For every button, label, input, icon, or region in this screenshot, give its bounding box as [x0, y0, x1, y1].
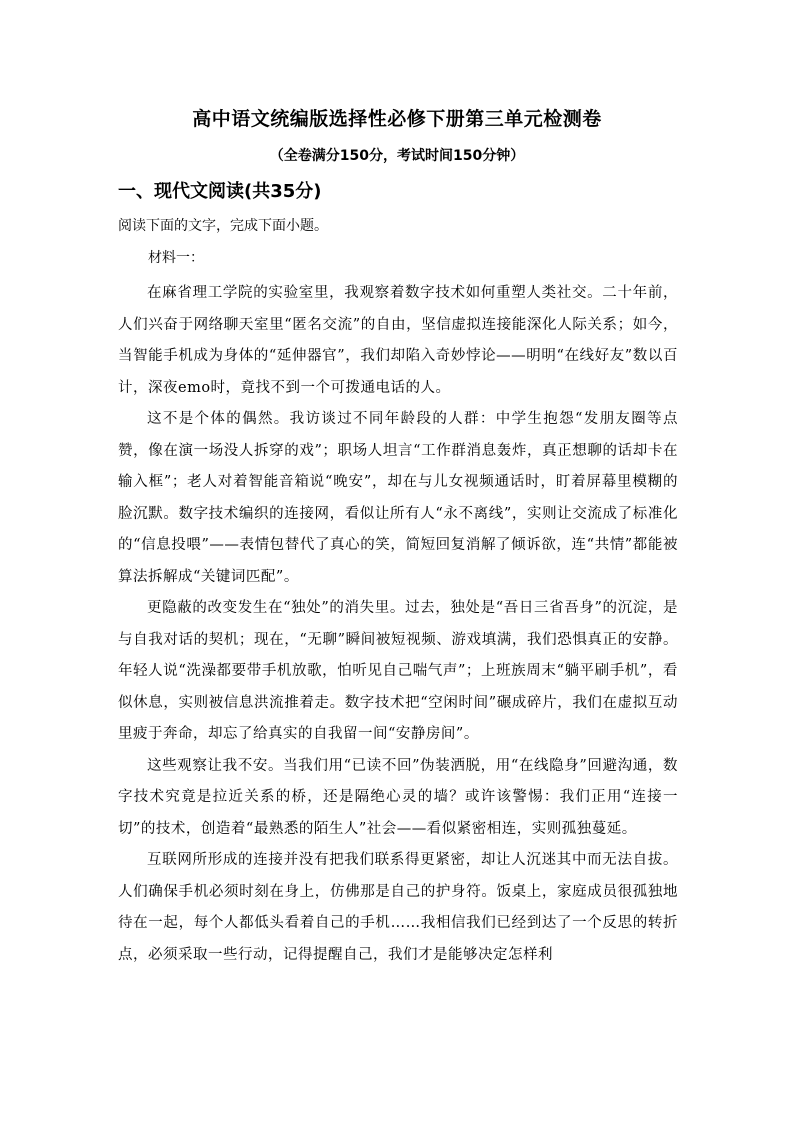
passage-body [118, 278, 678, 971]
exam-subtitle: （全卷满分150分，考试时间150分钟） [269, 148, 525, 164]
passage-paragraph: 在麻省理工学院的实验室里，我观察着数字技术如何重塑人类社交。二十年前，人们兴奋于网络聊天室里“匿名交流”的自由，坚信虚拟连接能深化人际关系；如今，当智能手机成为身体的“延伸器官”，我们却陷入奇妙悖论——明明“在线好友”数以百计，深夜emo时，竟找不到一个可拨通电话的人。 [118, 285, 678, 396]
material-label: 材料一： [148, 250, 204, 266]
passage-paragraph: 这不是个体的偶然。我访谈过不同年龄段的人群：中学生抱怨“发朋友圈等点赞，像在演一场没人拆穿的戏”；职场人坦言“工作群消息轰炸，真正想聊的话却卡在输入框”；老人对着智能音箱说“晚安”，却在与儿女视频通话时，盯着屏幕里模糊的脸沉默。数字技术编织的连接网，看似让所有人“永不离线”，实则让交流成了标准化的“信息投喂”——表情包替代了真心的笑，简短回复消解了倾诉欲，连“共情”都能被算法拆解成“关键词匹配”。 [118, 411, 678, 585]
passage-paragraph: 互联网所形成的连接并没有把我们联系得更紧密，却让人沉迷其中而无法自拔。人们确保手机必须时刻在身上，仿佛那是自己的护身符。饭桌上，家庭成员很孤独地待在一起，每个人都低头看着自己的手机……我相信我们已经到达了一个反思的转折点，必须采取一些行动，记得提醒自己，我们才是能够决定怎样利 [118, 852, 678, 963]
section-heading: 一、现代文阅读(共35分) [118, 181, 322, 202]
passage-paragraph: 更隐蔽的改变发生在“独处”的消失里。过去，独处是“吾日三省吾身”的沉淀，是与自我对话的契机；现在，“无聊”瞬间被短视频、游戏填满，我们恐惧真正的安静。年轻人说“洗澡都要带手机放歌，怕听见自己喘气声”；上班族周末“躺平刷手机”，看似休息，实则被信息洪流推着走。数字技术把“空闲时间”碾成碎片，我们在虚拟互动里疲于奔命，却忘了给真实的自我留一间“安静房间”。 [118, 600, 678, 742]
passage-paragraph: 这些观察让我不安。当我们用“已读不回”伪装洒脱，用“在线隐身”回避沟通，数字技术究竟是拉近关系的桥，还是隔绝心灵的墙？或许该警惕：我们正用“连接一切”的技术，创造着“最熟悉的陌生人”社会——看似紧密相连，实则孤独蔓延。 [118, 757, 678, 837]
exam-title: 高中语文统编版选择性必修下册第三单元检测卷 [192, 108, 602, 130]
reading-instruction: 阅读下面的文字，完成下面小题。 [118, 218, 328, 234]
